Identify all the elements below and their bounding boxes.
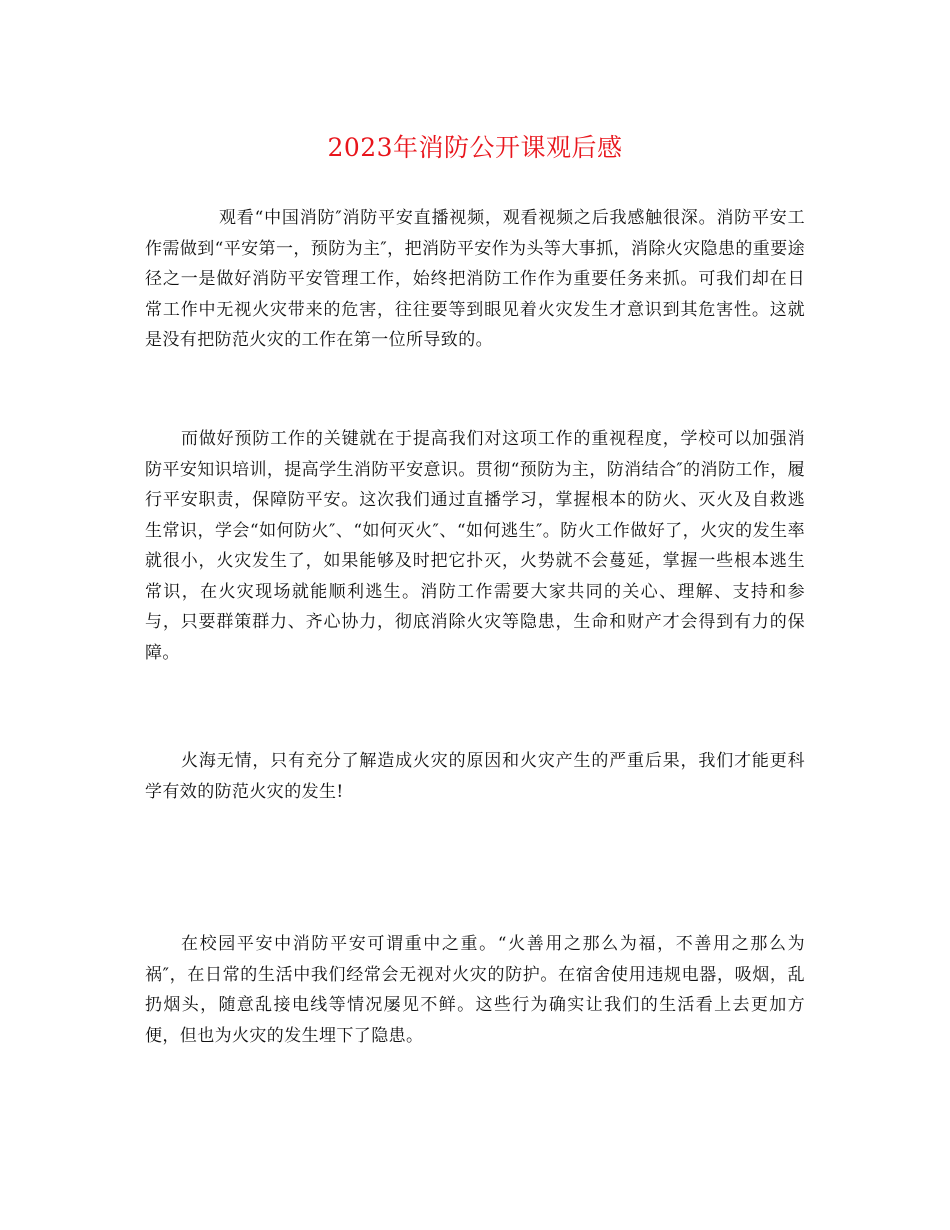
paragraph-3: 火海无情，只有充分了解造成火灾的原因和火灾产生的严重后果，我们才能更科学有效的防范火灾的发生! (145, 751, 805, 802)
paragraph-2: 而做好预防工作的关键就在于提高我们对这项工作的重视程度，学校可以加强消防平安知识培训，提高学生消防平安意识。贯彻“预防为主，防消结合″的消防工作，履行平安职责，保障防平安。这次我们通过直播学习，掌握根本的防火、灭火及自救逃生常识，学会“如何防火″、“如何灭火″、“如何逃生″。防火工作做好了，火灾的发生率就很小，火灾发生了，如果能够及时把它扑灭，火势就不会蔓延，掌握一些根本逃生常识，在火灾现场就能顺利逃生。消防工作需要大家共同的关心、理解、支持和参与，只要群策群力、齐心协力，彻底消除火灾等隐患，生命和财产才会得到有力的保障。 (145, 429, 805, 663)
paragraph-4: 在校园平安中消防平安可谓重中之重。“火善用之那么为福，不善用之那么为祸″，在日常的生活中我们经常会无视对火灾的防护。在宿舍使用违规电器，吸烟，乱扔烟头，随意乱接电线等情况屡见不鲜。这些行为确实让我们的生活看上去更加方便，但也为火灾的发生埋下了隐患。 (145, 934, 805, 1046)
document-title: 2023年消防公开课观后感 (327, 133, 623, 162)
paragraph-1: 观看“中国消防″消防平安直播视频，观看视频之后我感触很深。消防平安工作需做到“平安第一，预防为主″，把消防平安作为头等大事抓，消除火灾隐患的重要途径之一是做好消防平安管理工作，始终把消防工作作为重要任务来抓。可我们却在日常工作中无视火灾带来的危害，往往要等到眼见着火灾发生才意识到其危害性。这就是没有把防范火灾的工作在第一位所导致的。 (145, 208, 805, 350)
